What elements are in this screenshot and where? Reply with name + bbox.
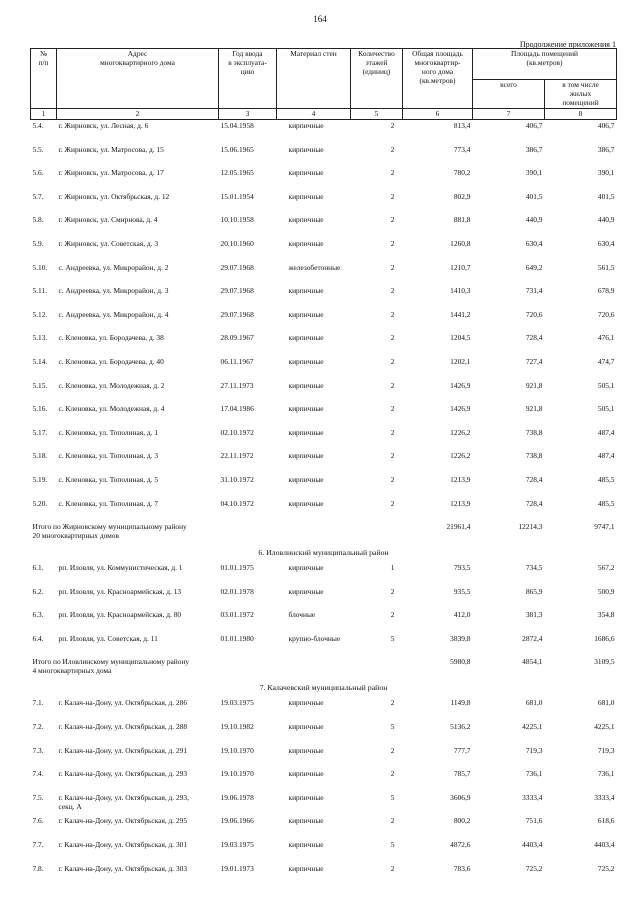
table-cell: 20.10.1960 [220,238,254,248]
table-cell: 727,4 [525,356,543,366]
table-cell: 3606,9 [450,792,471,802]
table-row [31,586,617,610]
table-cell: 485,5 [597,474,615,484]
header-premises-area: Площадь помещений (кв.метров) [473,49,617,80]
table-cell: г. Жирновск, ул. Матросова, д. 15 [58,144,164,154]
table-cell: 719,3 [525,745,543,755]
table-cell: кирпичные [288,286,324,296]
table-cell: с. Кленовка, ул. Тополиная, д. 3 [58,451,159,461]
table-cell: 780,2 [453,168,471,178]
table-cell: 29.07.1968 [220,309,254,319]
table-cell: 2 [390,610,395,620]
table-cell: г. Калач-на-Дону, ул. Октябрьская, д. 295 [58,816,188,826]
table-cell: 1 [390,563,395,573]
page-number: 164 [313,14,327,24]
table-cell: кирпичные [288,816,324,826]
table-cell: 881,8 [453,215,471,225]
table-cell: кирпичные [288,840,324,850]
table-cell: 7.6. [32,816,44,826]
table-row [31,815,617,839]
table-cell: 19.03.1975 [220,840,254,850]
table-cell: 7.1. [32,698,44,708]
table-cell: 1226,2 [450,427,471,437]
table-cell: 5.19. [32,474,48,484]
column-number: 6 [403,109,473,120]
table-row [31,356,617,380]
table-row [31,120,617,144]
table-cell: 2 [390,745,395,755]
table-row [31,214,617,238]
table-cell: 7.8. [32,863,44,873]
section-heading: 7. Калачевский муниципальный район [259,683,388,693]
table-cell: 5.20. [32,498,48,508]
table-cell: 485,5 [597,498,615,508]
table-cell: 681,0 [597,698,615,708]
table-cell: 27.11.1973 [220,380,254,390]
table-cell: г. Жирновск, ул. Матросова, д. 17 [58,168,164,178]
table-cell: 406,7 [597,121,615,130]
header-material: Материал стен [277,49,351,109]
table-cell: 720,6 [525,309,543,319]
table-cell: 354,8 [597,610,615,620]
table-cell: 5 [390,722,395,732]
table-cell: 01.01.1975 [220,563,254,573]
table-cell: 440,9 [597,215,615,225]
table-cell: 28.09.1967 [220,333,254,343]
table-cell: с. Кленовка, ул. Молодежная, д. 2 [58,380,165,390]
apartment-buildings-table [30,48,617,886]
table-cell: 386,7 [525,144,543,154]
table-row [31,745,617,769]
table-cell: 1149,8 [450,698,471,708]
table-cell: с. Кленовка, ул. Бородачева, д. 38 [58,333,164,343]
table-cell: 1426,9 [450,404,471,414]
table-cell: 813,4 [453,121,471,130]
table-cell: 5.14. [32,356,48,366]
table-body [31,120,617,887]
table-cell: 4225,1 [594,722,615,732]
table-cell: 19.06.1978 [220,792,254,802]
table-cell: 725,2 [525,863,543,873]
total-total-area: 21961,4 [446,522,471,532]
table-cell: 1426,9 [450,380,471,390]
table-cell: с. Кленовка, ул. Тополиная, д. 1 [58,427,159,437]
table-cell: 751,6 [525,816,543,826]
table-row [31,380,617,404]
table-cell: 31.10.1972 [220,474,254,484]
table-cell: с. Андреевка, ул. Микрорайон, д. 2 [58,262,169,272]
table-cell: 4225,1 [522,722,543,732]
table-cell: 5 [390,633,395,643]
table-cell: г. Калач-на-Дону, ул. Октябрьская, д. 291 [58,745,188,755]
table-cell: крупно-блочные [288,633,341,643]
table-cell: 487,4 [597,451,615,461]
table-cell: 5.8. [32,215,44,225]
column-number: 7 [473,109,545,120]
total-row [31,656,617,679]
table-cell: 935,5 [453,586,471,596]
table-row [31,167,617,191]
table-cell: 3839,8 [450,633,471,643]
table-cell: 738,8 [525,427,543,437]
table-row [31,403,617,427]
table-cell: с. Кленовка, ул. Тополиная, д. 7 [58,498,159,508]
total-total-area: 5980,8 [450,657,471,667]
table-cell: 865,9 [525,586,543,596]
table-cell: 2 [390,144,395,154]
table-cell: 728,4 [525,498,543,508]
table-cell: 2 [390,168,395,178]
table-cell: 2 [390,333,395,343]
table-cell: с. Андреевка, ул. Микрорайон, д. 4 [58,309,169,319]
table-cell: 4403,4 [522,840,543,850]
table-cell: 783,6 [453,863,471,873]
table-cell: с. Кленовка, ул. Молодежная, д. 4 [58,404,165,414]
table-cell: 15.01.1954 [220,191,254,201]
table-cell: 618,6 [597,816,615,826]
table-cell: 2 [390,238,395,248]
column-number: 4 [277,109,351,120]
table-cell: 1213,9 [450,474,471,484]
table-cell: 728,4 [525,333,543,343]
table-cell: 5.11. [32,286,48,296]
table-cell: 2 [390,404,395,414]
table-cell: 03.01.1972 [220,610,254,620]
table-cell: 15.06.1965 [220,144,254,154]
table-cell: кирпичные [288,745,324,755]
table-cell: 29.07.1968 [220,262,254,272]
table-row [31,863,617,887]
table-row [31,839,617,863]
table-cell: 5 [390,792,395,802]
column-number: 2 [57,109,219,120]
table-cell: 5.9. [32,238,44,248]
column-number: 1 [31,109,57,120]
table-cell: 401,5 [597,191,615,201]
table-cell: 2 [390,191,395,201]
table-cell: рп. Иловля, ул. Красноармейская, д. 13 [58,586,182,596]
table-cell: 2 [390,356,395,366]
table-cell: 381,3 [525,610,543,620]
table-cell: 2 [390,498,395,508]
table-cell: 390,1 [525,168,543,178]
table-cell: г. Жирновск, ул. Смирнова, д. 4 [58,215,158,225]
table-cell: 2 [390,474,395,484]
header-floors: Количество этажей (единиц) [351,49,403,109]
table-cell: 6.3. [32,610,44,620]
table-cell: 29.07.1968 [220,286,254,296]
table-row [31,285,617,309]
table-cell: 567,2 [597,563,615,573]
table-cell: 1441,2 [450,309,471,319]
table-cell: 5136,2 [450,722,471,732]
table-cell: 2 [390,286,395,296]
table-cell: 5 [390,840,395,850]
table-cell: 5.12. [32,309,48,319]
table-cell: 474,7 [597,356,615,366]
table-cell: кирпичные [288,563,324,573]
header-all: всего [473,80,545,109]
table-cell: 06.11.1967 [220,356,254,366]
table-cell: 736,1 [597,769,615,779]
table-cell: 505,1 [597,380,615,390]
table-cell: 1226,2 [450,451,471,461]
table-cell: кирпичные [288,722,324,732]
table-cell: 719,3 [597,745,615,755]
table-cell: 04.10.1972 [220,498,254,508]
table-cell: 19.01.1973 [220,863,254,873]
table-row [31,262,617,286]
table-cell: 921,8 [525,404,543,414]
table-cell: кирпичные [288,144,324,154]
table-cell: кирпичные [288,404,324,414]
total-row [31,521,617,544]
table-row [31,427,617,451]
total-residential: 9747,1 [594,522,615,532]
table-cell: 19.10.1970 [220,769,254,779]
table-cell: 1210,7 [450,262,471,272]
table-cell: кирпичные [288,427,324,437]
table-cell: 2 [390,451,395,461]
table-cell: 2 [390,262,395,272]
table-cell: кирпичные [288,191,324,201]
table-cell: кирпичные [288,498,324,508]
table-cell: 17.04.1986 [220,404,254,414]
table-cell: 720,6 [597,309,615,319]
table-row [31,609,617,633]
table-cell: г. Жирновск, ул. Октябрьская, д. 12 [58,191,170,201]
table-row [31,191,617,215]
column-number: 8 [545,109,617,120]
table-cell: 19.03.1975 [220,698,254,708]
table-cell: 802,9 [453,191,471,201]
table-cell: кирпичные [288,792,324,802]
table-cell: 738,8 [525,451,543,461]
table-cell: г. Калач-на-Дону, ул. Октябрьская, д. 301 [58,840,188,850]
table-cell: 15.04.1958 [220,121,254,130]
table-row [31,768,617,792]
table-cell: 2872,4 [522,633,543,643]
table-cell: рп. Иловля, ул. Красноармейская, д. 80 [58,610,182,620]
table-cell: 2 [390,427,395,437]
table-cell: г. Калач-на-Дону, ул. Октябрьская, д. 288 [58,722,188,732]
table-cell: 4872,6 [450,840,471,850]
table-cell: 406,7 [525,121,543,130]
total-label: Итого по Иловлинскому муниципальному району 4 многоквартирных дома [32,657,190,676]
table-cell: 3333,4 [594,792,615,802]
table-cell: кирпичные [288,380,324,390]
table-cell: 1204,5 [450,333,471,343]
section-heading-row [31,679,617,697]
table-row [31,332,617,356]
table-cell: 5.5. [32,144,44,154]
table-cell: 5.7. [32,191,44,201]
table-row [31,498,617,522]
total-all: 12214,3 [518,522,543,532]
table-cell: 7.5. [32,792,44,802]
table-cell: 921,8 [525,380,543,390]
table-cell: кирпичные [288,698,324,708]
table-cell: г. Жирновск, ул. Лесная, д. 6 [58,121,149,130]
table-cell: 6.4. [32,633,44,643]
table-cell: 02.10.1972 [220,427,254,437]
table-cell: 7.7. [32,840,44,850]
table-cell: 1213,9 [450,498,471,508]
table-cell: 2 [390,769,395,779]
table-cell: 731,4 [525,286,543,296]
table-cell: 4403,4 [594,840,615,850]
table-row [31,474,617,498]
table-cell: 5.18. [32,451,48,461]
table-cell: кирпичные [288,121,324,130]
table-cell: кирпичные [288,168,324,178]
table-cell: с. Кленовка, ул. Бородачева, д. 40 [58,356,164,366]
header-year: Год ввода в эксплуата- цию [219,49,277,109]
table-row [31,144,617,168]
table-cell: 7.3. [32,745,44,755]
total-label: Итого по Жирновскому муниципальному району 20 многоквартирных домов [32,522,187,541]
table-cell: кирпичные [288,333,324,343]
table-cell: 800,2 [453,816,471,826]
table-cell: г. Жирновск, ул. Советская, д. 3 [58,238,159,248]
table-cell: 630,4 [525,238,543,248]
header-address: Адрес многоквартирного дома [57,49,219,109]
table-cell: 22.11.1972 [220,451,254,461]
table-cell: 5.16. [32,404,48,414]
table-cell: кирпичные [288,356,324,366]
table-cell: 5.6. [32,168,44,178]
table-cell: 2 [390,380,395,390]
table-cell: 6.2. [32,586,44,596]
table-cell: 681,0 [525,698,543,708]
table-cell: 734,5 [525,563,543,573]
table-row [31,238,617,262]
table-cell: 10.10.1958 [220,215,254,225]
header-num: № п/п [31,49,57,109]
table-cell: 5.17. [32,427,48,437]
table-cell: г. Калач-на-Дону, ул. Октябрьская, д. 293, секц. А [58,792,189,811]
section-heading-row [31,544,617,562]
table-cell: 2 [390,586,395,596]
continuation-label: Продолжение приложения 1 [519,40,616,49]
table-cell: кирпичные [288,769,324,779]
table-cell: 12.05.1965 [220,168,254,178]
table-row [31,721,617,745]
table-cell: кирпичные [288,586,324,596]
table-cell: 2 [390,121,395,130]
table-cell: 5.15. [32,380,48,390]
table-cell: 777,7 [453,745,471,755]
table-cell: 01.01.1980 [220,633,254,643]
table-cell: с. Андреевка, ул. Микрорайон, д. 3 [58,286,169,296]
table-cell: 6.1. [32,563,44,573]
table-cell: 5.4. [32,121,44,130]
table-cell: 3333,4 [522,792,543,802]
table-cell: 02.01.1978 [220,586,254,596]
table-cell: 725,2 [597,863,615,873]
table-cell: 487,4 [597,427,615,437]
table-row [31,697,617,721]
table-cell: г. Калач-на-Дону, ул. Октябрьская, д. 303 [58,863,188,873]
table-row [31,309,617,333]
table-cell: 505,1 [597,404,615,414]
table-cell: 2 [390,309,395,319]
table-cell: кирпичные [288,474,324,484]
table-cell: 1686,6 [594,633,615,643]
table-cell: 476,1 [597,333,615,343]
table-cell: г. Калач-на-Дону, ул. Октябрьская, д. 293 [58,769,188,779]
table-cell: 649,2 [525,262,543,272]
column-number-row [31,109,617,120]
total-residential: 3109,5 [594,657,615,667]
table-cell: кирпичные [288,451,324,461]
table-cell: 7.2. [32,722,44,732]
table-cell: 2 [390,698,395,708]
table-row [31,792,617,816]
table-cell: 412,0 [453,610,471,620]
table-cell: кирпичные [288,215,324,225]
header-total-area: Общая площадь многоквартир- ного дома (кв.метров) [403,49,473,109]
table-cell: 19.06.1966 [220,816,254,826]
table-cell: кирпичные [288,238,324,248]
table-cell: 7.4. [32,769,44,779]
table-cell: 773,4 [453,144,471,154]
table-cell: 401,5 [525,191,543,201]
table-cell: 5.13. [32,333,48,343]
table-cell: 2 [390,816,395,826]
table-cell: 1260,8 [450,238,471,248]
table-cell: 630,4 [597,238,615,248]
table-cell: 1202,1 [450,356,471,366]
table-cell: 678,9 [597,286,615,296]
table-cell: 19.10.1970 [220,745,254,755]
table-cell: блочные [288,610,316,620]
table-cell: железобетонные [288,262,341,272]
table-cell: 728,4 [525,474,543,484]
table-row [31,450,617,474]
table-row [31,633,617,657]
section-heading: 6. Иловлинский муниципальный район [258,548,389,558]
table-cell: 793,5 [453,563,471,573]
table-cell: рп. Иловля, ул. Коммунистическая, д. 1 [58,563,183,573]
table-cell: 785,7 [453,769,471,779]
table-cell: 19.10.1982 [220,722,254,732]
table-cell: кирпичные [288,309,324,319]
table-cell: 2 [390,863,395,873]
table-cell: г. Калач-на-Дону, ул. Октябрьская, д. 286 [58,698,188,708]
table-row [31,562,617,586]
total-all: 4854,1 [522,657,543,667]
table-cell: кирпичные [288,863,324,873]
table-cell: 561,5 [597,262,615,272]
table-cell: 440,9 [525,215,543,225]
table-cell: рп. Иловля, ул. Советская, д. 11 [58,633,158,643]
table-cell: 736,1 [525,769,543,779]
table-cell: 2 [390,215,395,225]
table-cell: 500,9 [597,586,615,596]
header-residential: в том числе жилых помещений [545,80,617,109]
column-number: 5 [351,109,403,120]
table-cell: 1410,3 [450,286,471,296]
column-number: 3 [219,109,277,120]
table-cell: 386,7 [597,144,615,154]
table-cell: 5.10. [32,262,48,272]
table-cell: с. Кленовка, ул. Тополиная, д. 5 [58,474,159,484]
table-cell: 390,1 [597,168,615,178]
